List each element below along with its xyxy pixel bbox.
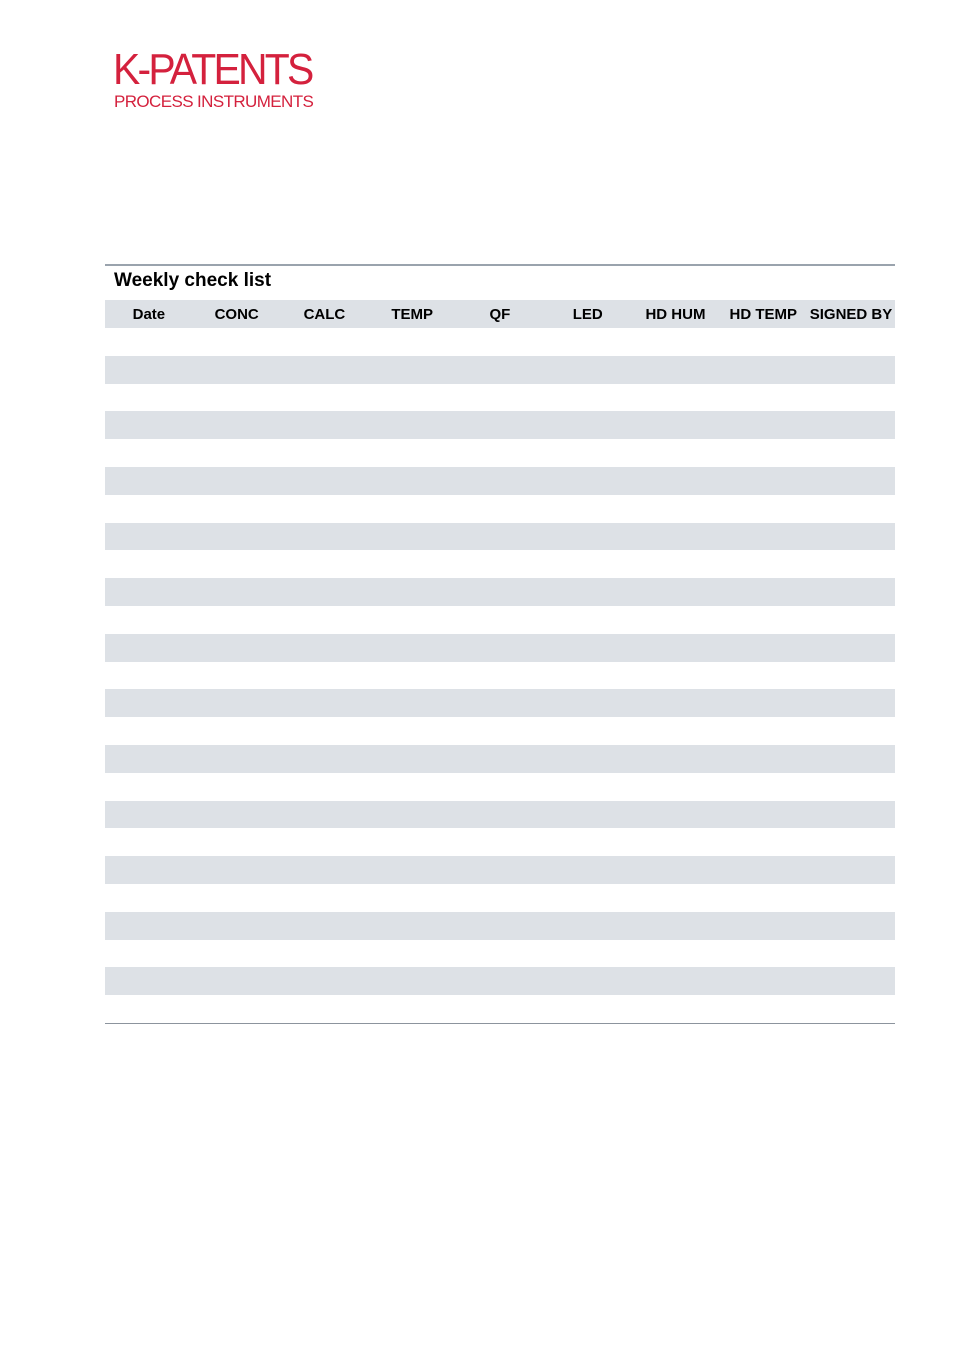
- table-cell[interactable]: [193, 745, 281, 773]
- table-cell[interactable]: [193, 411, 281, 439]
- table-cell[interactable]: [193, 606, 281, 634]
- table-cell[interactable]: [544, 495, 632, 523]
- table-cell[interactable]: [807, 606, 895, 634]
- table-row: [105, 634, 895, 662]
- table-cell[interactable]: [544, 356, 632, 384]
- column-header-calc: CALC: [303, 305, 346, 323]
- table-cell[interactable]: [544, 384, 632, 412]
- table-row: [105, 356, 895, 384]
- table-cell[interactable]: [105, 578, 193, 606]
- table-cell[interactable]: [105, 384, 193, 412]
- table-row: [105, 912, 895, 940]
- table-cell[interactable]: [719, 828, 807, 856]
- table-cell[interactable]: [719, 550, 807, 578]
- table-cell[interactable]: [807, 717, 895, 745]
- table-row: [105, 662, 895, 690]
- table-cell[interactable]: [368, 328, 456, 356]
- table-cell[interactable]: [368, 495, 456, 523]
- table-cell[interactable]: [105, 523, 193, 551]
- table-cell[interactable]: [456, 634, 544, 662]
- table-cell[interactable]: [807, 495, 895, 523]
- table-cell[interactable]: [105, 411, 193, 439]
- table-cell[interactable]: [368, 856, 456, 884]
- table-cell[interactable]: [456, 912, 544, 940]
- table-cell[interactable]: [281, 967, 369, 995]
- table-cell[interactable]: [368, 689, 456, 717]
- column-header-temp: TEMP: [391, 305, 434, 323]
- table-cell[interactable]: [632, 967, 720, 995]
- table-row: [105, 578, 895, 606]
- table-cell[interactable]: [807, 828, 895, 856]
- table-cell[interactable]: [544, 467, 632, 495]
- table-cell[interactable]: [105, 717, 193, 745]
- table-cell[interactable]: [368, 606, 456, 634]
- bottom-divider: [105, 1023, 895, 1024]
- table-row: [105, 884, 895, 912]
- table-cell[interactable]: [719, 578, 807, 606]
- table-cell[interactable]: [456, 856, 544, 884]
- table-cell[interactable]: [719, 411, 807, 439]
- table-row: [105, 995, 895, 1023]
- table-cell[interactable]: [105, 745, 193, 773]
- table-cell[interactable]: [105, 884, 193, 912]
- table-cell[interactable]: [544, 328, 632, 356]
- table-cell[interactable]: [456, 439, 544, 467]
- table-cell[interactable]: [456, 773, 544, 801]
- table-cell[interactable]: [456, 328, 544, 356]
- table-cell[interactable]: [632, 828, 720, 856]
- table-cell[interactable]: [368, 967, 456, 995]
- table-cell[interactable]: [719, 328, 807, 356]
- table-cell[interactable]: [193, 717, 281, 745]
- table-cell[interactable]: [193, 634, 281, 662]
- table-cell[interactable]: [281, 745, 369, 773]
- table-cell[interactable]: [105, 995, 193, 1023]
- table-cell[interactable]: [719, 634, 807, 662]
- table-cell[interactable]: [456, 967, 544, 995]
- column-header-hd-temp: HD TEMP: [729, 305, 797, 323]
- table-cell[interactable]: [193, 940, 281, 968]
- table-cell[interactable]: [456, 384, 544, 412]
- table-cell[interactable]: [544, 940, 632, 968]
- table-cell[interactable]: [632, 689, 720, 717]
- table-cell[interactable]: [632, 745, 720, 773]
- column-header-signed-by: SIGNED BY: [809, 305, 893, 323]
- table-row: [105, 745, 895, 773]
- table-cell[interactable]: [281, 328, 369, 356]
- table-cell[interactable]: [105, 550, 193, 578]
- table-cell[interactable]: [807, 356, 895, 384]
- table-cell[interactable]: [105, 495, 193, 523]
- table-cell[interactable]: [719, 940, 807, 968]
- table-cell[interactable]: [544, 662, 632, 690]
- table-cell[interactable]: [807, 940, 895, 968]
- table-cell[interactable]: [632, 328, 720, 356]
- table-row: [105, 495, 895, 523]
- column-header-led: LED: [572, 305, 603, 323]
- table-cell[interactable]: [193, 523, 281, 551]
- checklist-title: Weekly check list: [114, 270, 272, 291]
- column-header-hd-hum: HD HUM: [645, 305, 706, 323]
- table-cell[interactable]: [281, 856, 369, 884]
- table-row: [105, 967, 895, 995]
- table-cell[interactable]: [544, 773, 632, 801]
- table-cell[interactable]: [719, 662, 807, 690]
- table-cell[interactable]: [281, 384, 369, 412]
- table-cell[interactable]: [632, 384, 720, 412]
- table-cell[interactable]: [544, 801, 632, 829]
- table-cell[interactable]: [456, 523, 544, 551]
- table-cell[interactable]: [632, 995, 720, 1023]
- column-header-date: Date: [132, 305, 166, 323]
- table-cell[interactable]: [544, 717, 632, 745]
- table-cell[interactable]: [193, 495, 281, 523]
- table-cell[interactable]: [456, 411, 544, 439]
- table-cell[interactable]: [281, 995, 369, 1023]
- table-cell[interactable]: [719, 384, 807, 412]
- table-cell[interactable]: [632, 467, 720, 495]
- table-cell[interactable]: [281, 439, 369, 467]
- table-cell[interactable]: [632, 356, 720, 384]
- table-cell[interactable]: [193, 884, 281, 912]
- table-cell[interactable]: [632, 606, 720, 634]
- table-cell[interactable]: [632, 634, 720, 662]
- table-cell[interactable]: [807, 439, 895, 467]
- table-cell[interactable]: [719, 912, 807, 940]
- table-cell[interactable]: [193, 773, 281, 801]
- table-cell[interactable]: [807, 801, 895, 829]
- table-cell[interactable]: [544, 967, 632, 995]
- table-cell[interactable]: [193, 967, 281, 995]
- table-cell[interactable]: [632, 439, 720, 467]
- table-cell[interactable]: [105, 773, 193, 801]
- table-cell[interactable]: [807, 995, 895, 1023]
- table-cell[interactable]: [632, 856, 720, 884]
- table-cell[interactable]: [105, 634, 193, 662]
- table-cell[interactable]: [807, 856, 895, 884]
- table-cell[interactable]: [281, 773, 369, 801]
- table-cell[interactable]: [807, 578, 895, 606]
- table-cell[interactable]: [544, 856, 632, 884]
- table-cell[interactable]: [456, 828, 544, 856]
- table-row: [105, 773, 895, 801]
- table-cell[interactable]: [456, 662, 544, 690]
- table-cell[interactable]: [456, 801, 544, 829]
- table-cell[interactable]: [632, 523, 720, 551]
- table-cell[interactable]: [368, 384, 456, 412]
- table-body: [105, 328, 895, 1023]
- table-cell[interactable]: [456, 689, 544, 717]
- table-cell[interactable]: [105, 940, 193, 968]
- table-cell[interactable]: [632, 801, 720, 829]
- table-cell[interactable]: [368, 662, 456, 690]
- table-cell[interactable]: [281, 523, 369, 551]
- table-cell[interactable]: [544, 578, 632, 606]
- table-cell[interactable]: [193, 828, 281, 856]
- table-cell[interactable]: [807, 912, 895, 940]
- table-cell[interactable]: [807, 467, 895, 495]
- table-cell[interactable]: [193, 328, 281, 356]
- table-row: [105, 856, 895, 884]
- table-cell[interactable]: [807, 967, 895, 995]
- table-row: [105, 523, 895, 551]
- table-cell[interactable]: [193, 384, 281, 412]
- table-cell[interactable]: [632, 884, 720, 912]
- table-cell[interactable]: [544, 745, 632, 773]
- table-row: [105, 940, 895, 968]
- table-cell[interactable]: [456, 467, 544, 495]
- table-cell[interactable]: [719, 717, 807, 745]
- table-cell[interactable]: [368, 439, 456, 467]
- weekly-check-list: [105, 264, 895, 1024]
- table-cell[interactable]: [193, 689, 281, 717]
- table-cell[interactable]: [368, 578, 456, 606]
- table-cell[interactable]: [281, 550, 369, 578]
- table-cell[interactable]: [368, 884, 456, 912]
- table-cell[interactable]: [719, 439, 807, 467]
- table-cell[interactable]: [544, 411, 632, 439]
- table-cell[interactable]: [544, 912, 632, 940]
- table-cell[interactable]: [807, 634, 895, 662]
- table-cell[interactable]: [281, 495, 369, 523]
- table-cell[interactable]: [281, 634, 369, 662]
- table-cell[interactable]: [544, 995, 632, 1023]
- table-cell[interactable]: [456, 745, 544, 773]
- table-cell[interactable]: [544, 689, 632, 717]
- table-cell[interactable]: [368, 995, 456, 1023]
- table-cell[interactable]: [719, 801, 807, 829]
- table-cell[interactable]: [632, 940, 720, 968]
- table-cell[interactable]: [807, 662, 895, 690]
- table-cell[interactable]: [719, 995, 807, 1023]
- table-cell[interactable]: [105, 967, 193, 995]
- table-cell[interactable]: [456, 495, 544, 523]
- table-cell[interactable]: [105, 828, 193, 856]
- k-patents-logo: [113, 45, 314, 114]
- column-header-conc: CONC: [214, 305, 259, 323]
- table-cell[interactable]: [193, 662, 281, 690]
- logo-tagline: PROCESS INSTRUMENTS: [114, 92, 314, 111]
- table-row: [105, 328, 895, 356]
- table-cell[interactable]: [193, 856, 281, 884]
- table-cell[interactable]: [193, 801, 281, 829]
- table-cell[interactable]: [368, 411, 456, 439]
- table-cell[interactable]: [368, 356, 456, 384]
- table-row: [105, 384, 895, 412]
- table-cell[interactable]: [281, 578, 369, 606]
- table-cell[interactable]: [193, 550, 281, 578]
- table-cell[interactable]: [632, 495, 720, 523]
- table-cell[interactable]: [281, 606, 369, 634]
- table-cell[interactable]: [807, 550, 895, 578]
- table-cell[interactable]: [632, 773, 720, 801]
- table-cell[interactable]: [193, 356, 281, 384]
- table-cell[interactable]: [105, 662, 193, 690]
- table-cell[interactable]: [807, 745, 895, 773]
- table-cell[interactable]: [368, 912, 456, 940]
- table-cell[interactable]: [456, 606, 544, 634]
- table-cell[interactable]: [368, 523, 456, 551]
- table-cell[interactable]: [105, 801, 193, 829]
- table-cell[interactable]: [719, 606, 807, 634]
- table-row: [105, 801, 895, 829]
- table-cell[interactable]: [544, 439, 632, 467]
- table-cell[interactable]: [544, 884, 632, 912]
- table-cell[interactable]: [807, 689, 895, 717]
- table-cell[interactable]: [544, 550, 632, 578]
- table-cell[interactable]: [807, 384, 895, 412]
- table-cell[interactable]: [632, 578, 720, 606]
- table-row: [105, 606, 895, 634]
- table-cell[interactable]: [719, 356, 807, 384]
- table-header-row: [105, 300, 895, 328]
- table-cell[interactable]: [368, 467, 456, 495]
- table-cell[interactable]: [807, 523, 895, 551]
- table-cell[interactable]: [105, 328, 193, 356]
- column-header-qf: QF: [489, 305, 511, 323]
- table-cell[interactable]: [368, 801, 456, 829]
- table-cell[interactable]: [105, 689, 193, 717]
- table-cell[interactable]: [368, 634, 456, 662]
- table-cell[interactable]: [105, 606, 193, 634]
- table-cell[interactable]: [632, 411, 720, 439]
- table-cell[interactable]: [281, 356, 369, 384]
- table-cell[interactable]: [456, 884, 544, 912]
- table-cell[interactable]: [456, 995, 544, 1023]
- table-cell[interactable]: [281, 884, 369, 912]
- table-row: [105, 439, 895, 467]
- table-cell[interactable]: [105, 356, 193, 384]
- table-cell[interactable]: [193, 439, 281, 467]
- table-cell[interactable]: [193, 995, 281, 1023]
- table-cell[interactable]: [456, 940, 544, 968]
- table-row: [105, 467, 895, 495]
- table-cell[interactable]: [544, 606, 632, 634]
- table-cell[interactable]: [632, 912, 720, 940]
- table-cell[interactable]: [105, 439, 193, 467]
- table-cell[interactable]: [281, 828, 369, 856]
- table-cell[interactable]: [719, 967, 807, 995]
- table-cell[interactable]: [719, 856, 807, 884]
- table-cell[interactable]: [368, 717, 456, 745]
- table-cell[interactable]: [281, 717, 369, 745]
- table-cell[interactable]: [456, 356, 544, 384]
- table-cell[interactable]: [807, 411, 895, 439]
- logo-brand-text: K-PATENTS: [113, 45, 312, 94]
- table-cell[interactable]: [544, 828, 632, 856]
- table-cell[interactable]: [193, 912, 281, 940]
- table-cell[interactable]: [281, 411, 369, 439]
- table-cell[interactable]: [456, 578, 544, 606]
- table-cell[interactable]: [719, 773, 807, 801]
- table-cell[interactable]: [719, 467, 807, 495]
- table-cell[interactable]: [105, 856, 193, 884]
- table-cell[interactable]: [368, 550, 456, 578]
- table-cell[interactable]: [807, 773, 895, 801]
- table-cell[interactable]: [105, 912, 193, 940]
- table-cell[interactable]: [193, 578, 281, 606]
- table-cell[interactable]: [456, 717, 544, 745]
- table-cell[interactable]: [281, 912, 369, 940]
- table-row: [105, 689, 895, 717]
- table-cell[interactable]: [544, 634, 632, 662]
- table-cell[interactable]: [105, 467, 193, 495]
- table-cell[interactable]: [632, 717, 720, 745]
- table-cell[interactable]: [807, 884, 895, 912]
- table-cell[interactable]: [719, 884, 807, 912]
- table-cell[interactable]: [368, 745, 456, 773]
- table-cell[interactable]: [281, 467, 369, 495]
- table-cell[interactable]: [632, 662, 720, 690]
- table-cell[interactable]: [719, 523, 807, 551]
- table-cell[interactable]: [719, 689, 807, 717]
- table-cell[interactable]: [193, 467, 281, 495]
- table-row: [105, 411, 895, 439]
- table-cell[interactable]: [368, 773, 456, 801]
- table-cell[interactable]: [632, 550, 720, 578]
- table-cell[interactable]: [719, 745, 807, 773]
- table-row: [105, 828, 895, 856]
- table-row: [105, 717, 895, 745]
- table-cell[interactable]: [807, 328, 895, 356]
- table-cell[interactable]: [368, 940, 456, 968]
- table-cell[interactable]: [281, 940, 369, 968]
- table-cell[interactable]: [281, 689, 369, 717]
- table-cell[interactable]: [281, 662, 369, 690]
- table-cell[interactable]: [456, 550, 544, 578]
- table-row: [105, 550, 895, 578]
- table-cell[interactable]: [719, 495, 807, 523]
- table-cell[interactable]: [281, 801, 369, 829]
- table-cell[interactable]: [368, 828, 456, 856]
- table-cell[interactable]: [544, 523, 632, 551]
